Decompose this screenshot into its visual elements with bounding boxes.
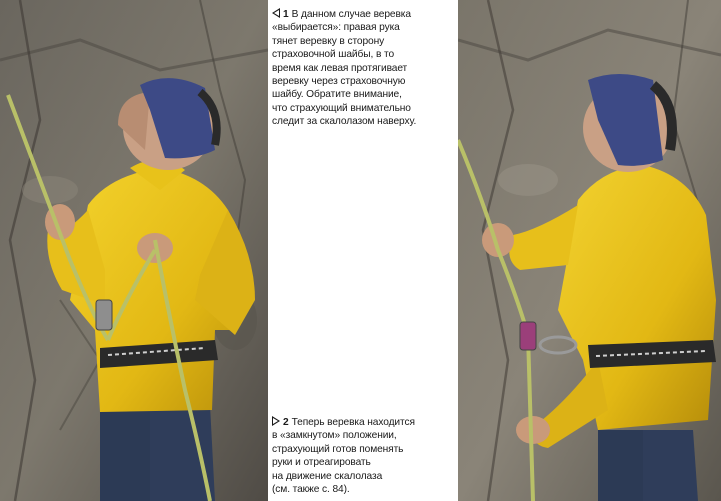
caption-line: страхующий готов поменять [272,443,404,455]
caption-line: на движение скалолаза [272,470,383,482]
caption-step-2 [272,416,448,496]
caption-line: «выбирается»: правая рука [272,22,400,34]
caption-line: в «замкнутом» положении, [272,430,397,442]
caption-line: время как левая протягивает [272,62,408,74]
caption-line: Теперь веревка находится [291,417,415,428]
photo-belayer-pulling-rope [0,0,268,501]
caption-line: шайбу. Обратите внимание, [272,89,402,101]
photo-left-illustration [0,0,268,501]
photo-right-illustration [458,0,721,501]
caption-step-1 [272,8,448,129]
arrow-right-icon [272,416,280,426]
caption-line: страховочной шайбы, в то [272,49,395,61]
arrow-left-icon [272,8,280,18]
caption-line: руки и отреагировать [272,457,371,469]
caption-line: (см. также с. 84). [272,484,350,496]
caption-line: следит за скалолазом наверху. [272,116,417,128]
caption-number: 1 [283,9,289,20]
caption-line: В данном случае веревка [291,9,411,20]
photo-belayer-locked-position [458,0,721,501]
caption-line: тянет веревку в сторону [272,35,385,47]
caption-line: веревку через страховочную [272,76,406,88]
caption-number: 2 [283,417,289,428]
caption-line: что страхующий внимательно [272,102,411,114]
